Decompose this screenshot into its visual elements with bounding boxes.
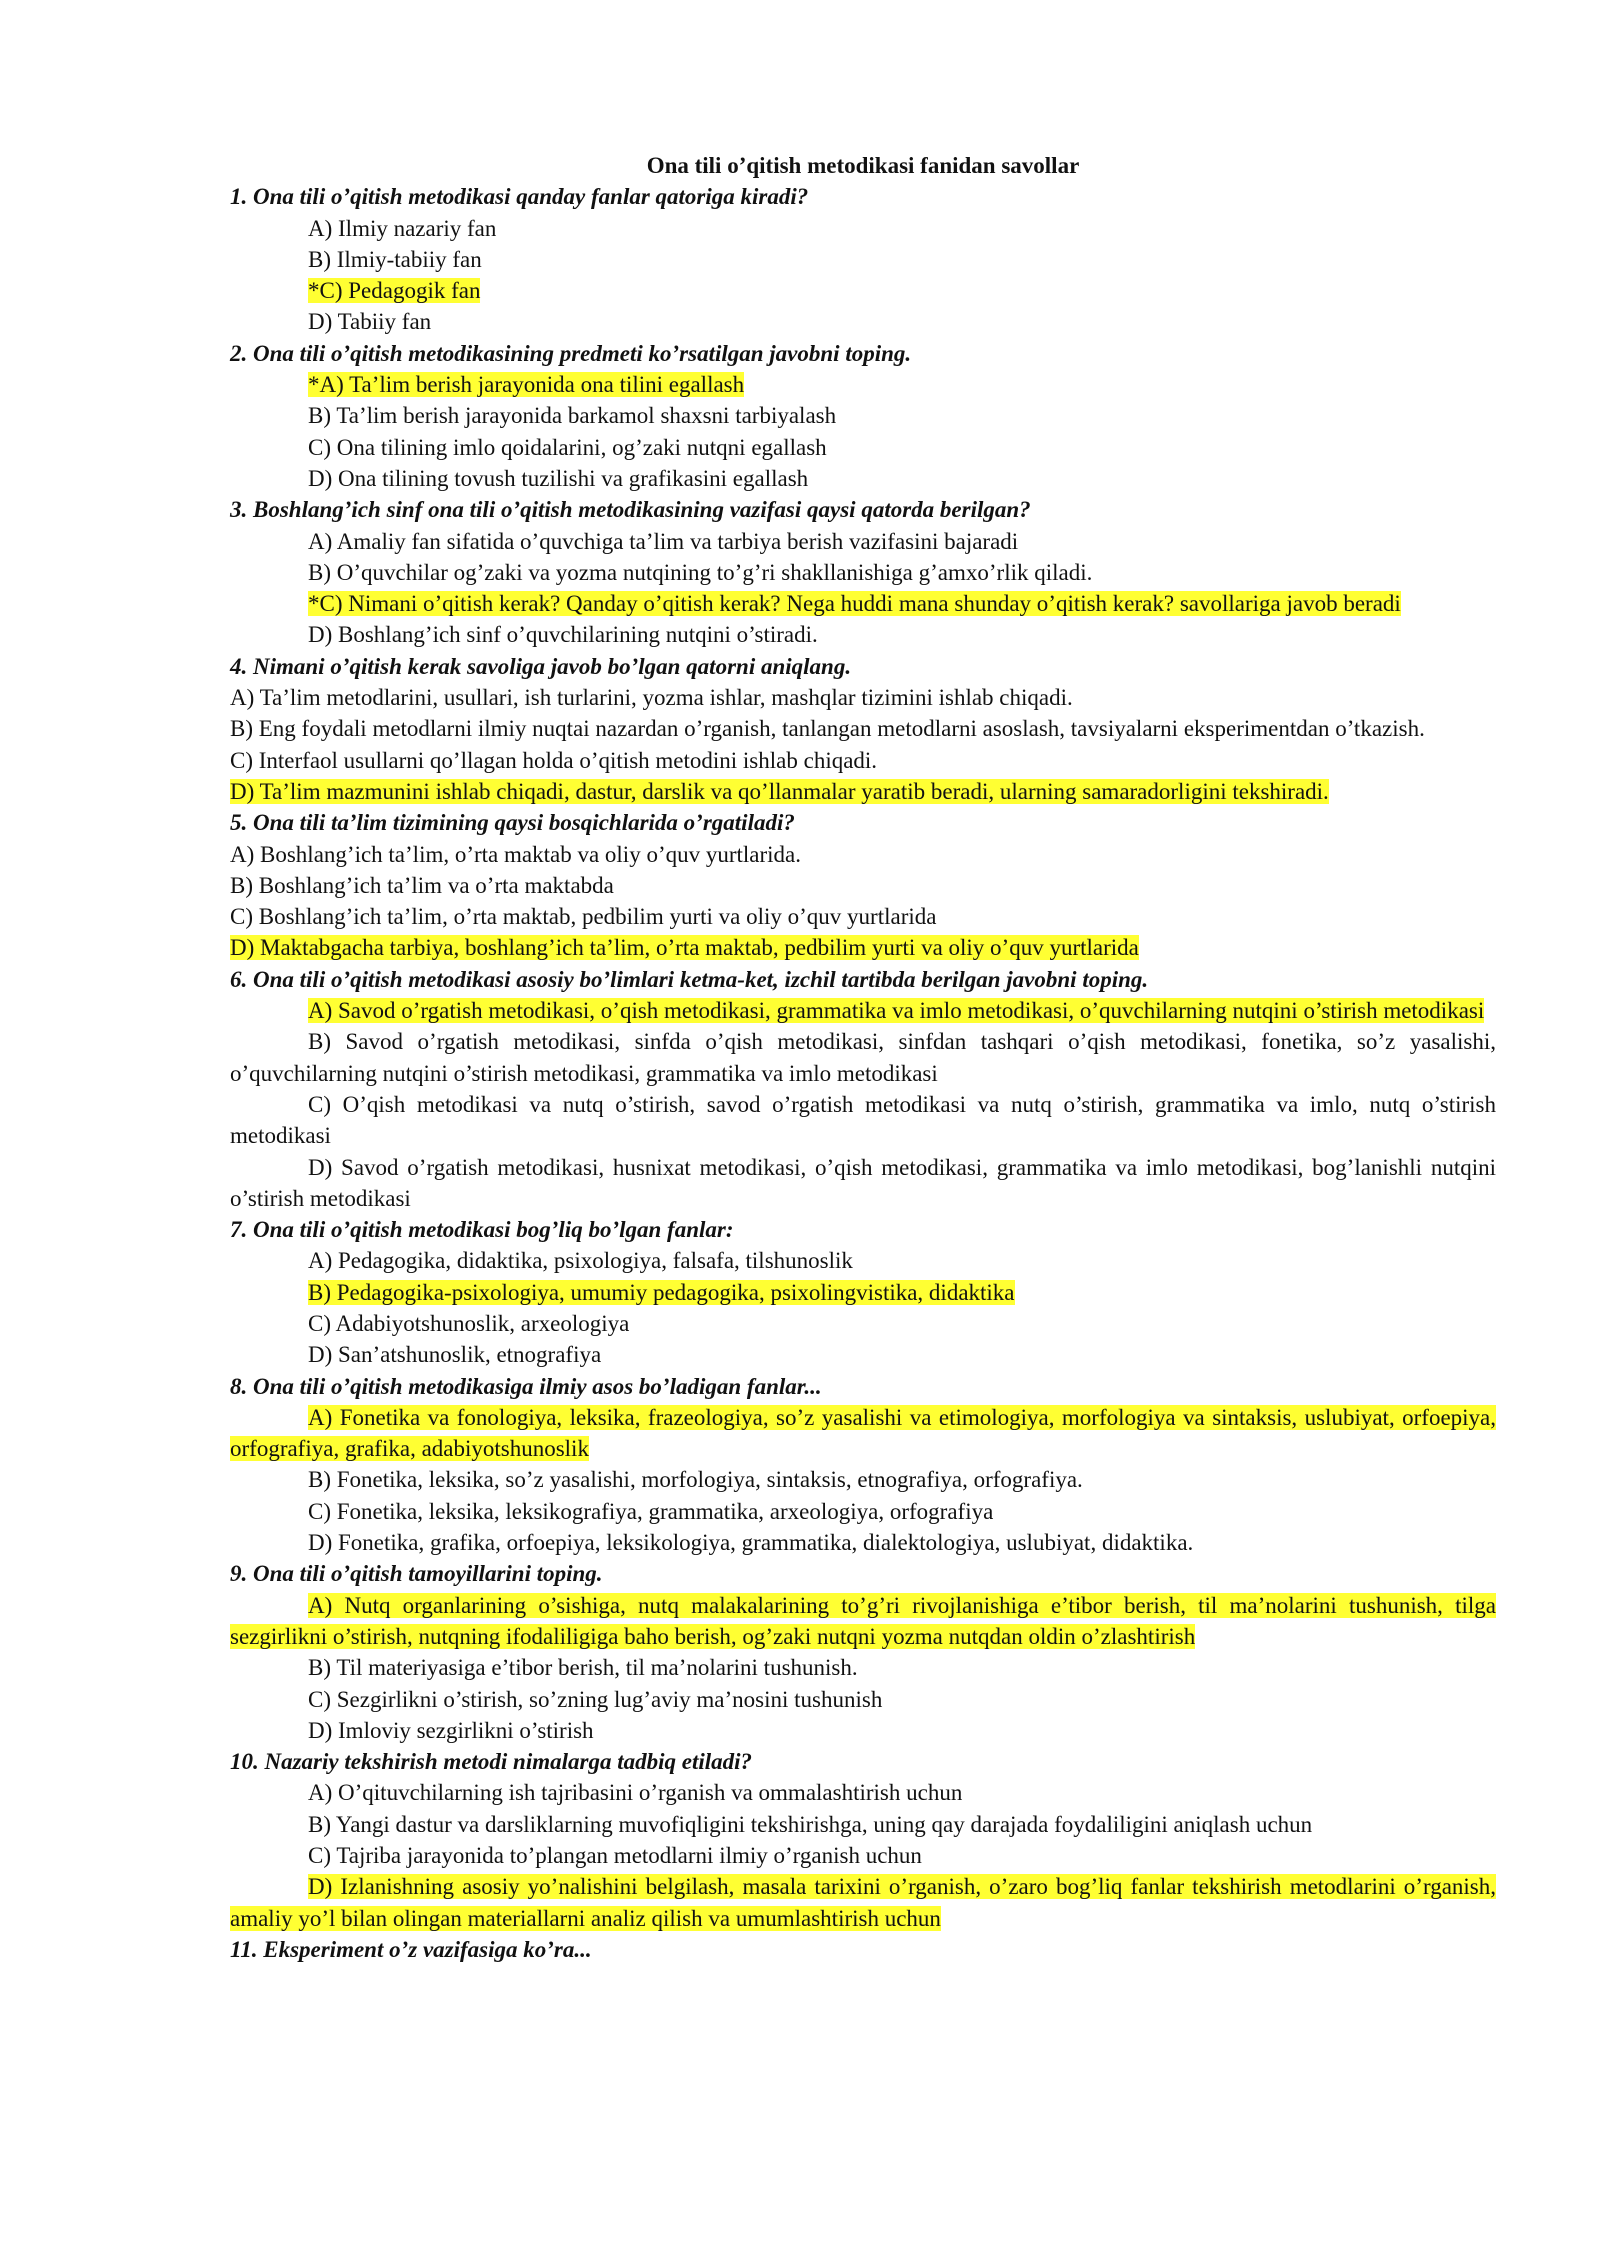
- q3-option-d: D) Boshlang’ich sinf o’quvchilarining nutqini o’stiradi.: [308, 622, 818, 648]
- q7-option-c: C) Adabiyotshunoslik, arxeologiya: [308, 1310, 630, 1336]
- question-11: 11. Eksperiment o’z vazifasiga ko’ra...: [230, 1936, 592, 1962]
- q9-option-d: D) Imloviy sezgirlikni o’stirish: [308, 1717, 594, 1743]
- q4-option-c: C) Interfaol usullarni qo’llagan holda o’qitish metodini ishlab chiqadi.: [230, 747, 878, 773]
- question-2: 2. Ona tili o’qitish metodikasining predmeti ko’rsatilgan javobni toping.: [230, 340, 912, 366]
- q5-option-d: D) Maktabgacha tarbiya, boshlang’ich ta’lim, o’rta maktab, pedbilim yurti va oliy o’quv yurtlarida: [230, 935, 1139, 961]
- question-10: 10. Nazariy tekshirish metodi nimalarga tadbiq etiladi?: [230, 1749, 753, 1775]
- q5-option-a: A) Boshlang’ich ta’lim, o’rta maktab va oliy o’quv yurtlarida.: [230, 841, 802, 867]
- q4-option-d: D) Ta’lim mazmunini ishlab chiqadi, dastur, darslik va qo’llanmalar yaratib beradi, ularning samaradorligini tekshiradi.: [230, 778, 1329, 804]
- document-page: [230, 150, 1496, 1965]
- q9-option-b: B) Til materiyasiga e’tibor berish, til ma’nolarini tushunish.: [308, 1655, 858, 1681]
- q7-option-a: A) Pedagogika, didaktika, psixologiya, falsafa, tilshunoslik: [308, 1248, 853, 1274]
- q8-option-d: D) Fonetika, grafika, orfoepiya, leksikologiya, grammatika, dialektologiya, uslubiyat, didaktika.: [308, 1530, 1194, 1556]
- page-title: Ona tili o’qitish metodikasi fanidan savollar: [646, 153, 1080, 178]
- q9-option-c: C) Sezgirlikni o’stirish, so’zning lug’aviy ma’nosini tushunish: [308, 1686, 883, 1712]
- q7-option-b: B) Pedagogika-psixologiya, umumiy pedagogika, psixolingvistika, didaktika: [308, 1279, 1015, 1305]
- q2-option-a: *A) Ta’lim berish jarayonida ona tilini egallash: [308, 372, 745, 398]
- q10-option-b: B) Yangi dastur va darsliklarning muvofiqligini tekshirishga, uning qay darajada foydaliligini aniqlash uchun: [308, 1811, 1313, 1837]
- q2-option-d: D) Ona tilining tovush tuzilishi va grafikasini egallash: [308, 465, 809, 491]
- question-4: 4. Nimani o’qitish kerak savoliga javob bo’lgan qatorni aniqlang.: [230, 653, 852, 679]
- question-1: 1. Ona tili o’qitish metodikasi qanday fanlar qatoriga kiradi?: [230, 184, 809, 210]
- q10-option-d: D) Izlanishning asosiy yo’nalishini belgilash, masala tarixini o’rganish, o’zaro bog’liq fanlar tekshirish metodlarini o’rganish, amaliy yo’l bilan olingan materiallarni analiz qilish va umumlashtirish uchun: [230, 1874, 1496, 1931]
- q3-option-a: A) Amaliy fan sifatida o’quvchiga ta’lim va tarbiya berish vazifasini bajaradi: [308, 528, 1019, 554]
- q4-option-a: A) Ta’lim metodlarini, usullari, ish turlarini, yozma ishlar, mashqlar tizimini ishlab chiqadi.: [230, 685, 1073, 711]
- question-8: 8. Ona tili o’qitish metodikasiga ilmiy asos bo’ladigan fanlar...: [230, 1373, 822, 1399]
- q6-option-c: C) O’qish metodikasi va nutq o’stirish, savod o’rgatish metodikasi va nutq o’stirish, grammatika va imlo, nutq o’stirish metodikasi: [230, 1091, 1496, 1149]
- q8-option-a: A) Fonetika va fonologiya, leksika, frazeologiya, so’z yasalishi va etimologiya, morfologiya va sintaksis, uslubiyat, orfoepiya, orfografiya, grafika, adabiyotshunoslik: [230, 1404, 1496, 1462]
- q5-option-c: C) Boshlang’ich ta’lim, o’rta maktab, pedbilim yurti va oliy o’quv yurtlarida: [230, 904, 937, 930]
- q2-option-c: C) Ona tilining imlo qoidalarini, og’zaki nutqni egallash: [308, 434, 827, 460]
- q2-option-b: B) Ta’lim berish jarayonida barkamol shaxsni tarbiyalash: [308, 403, 837, 429]
- q4-option-b: B) Eng foydali metodlarni ilmiy nuqtai nazardan o’rganish, tanlangan metodlarni asoslash, tavsiyalarni eksperimentdan o’tkazish.: [230, 716, 1425, 742]
- q9-option-a: A) Nutq organlarining o’sishiga, nutq malakalarining to’g’ri rivojlanishiga e’tibor berish, til ma’nolarini tushunish, tilga sezgirlikni o’stirish, nutqning ifodaliligiga baho berish, og’zaki nutqni yozma nutqdan oldin o’zlashtirish: [230, 1592, 1496, 1649]
- q6-option-a: A) Savod o’rgatish metodikasi, o’qish metodikasi, grammatika va imlo metodikasi, o’quvchilarning nutqini o’stirish metodikasi: [308, 998, 1485, 1024]
- q1-option-d: D) Tabiiy fan: [308, 309, 432, 335]
- q6-option-b: B) Savod o’rgatish metodikasi, sinfda o’qish metodikasi, sinfdan tashqari o’qish metodikasi, fonetika, so’z yasalishi, o’quvchilarning nutqini o’stirish metodikasi, grammatika va imlo metodikasi: [230, 1029, 1496, 1086]
- question-9: 9. Ona tili o’qitish tamoyillarini toping.: [230, 1561, 603, 1587]
- q3-option-b: B) O’quvchilar og’zaki va yozma nutqining to’g’ri shakllanishiga g’amxo’rlik qiladi.: [308, 559, 1093, 585]
- q1-option-b: B) Ilmiy-tabiiy fan: [308, 246, 482, 272]
- q8-option-c: C) Fonetika, leksika, leksikografiya, grammatika, arxeologiya, orfografiya: [308, 1498, 994, 1524]
- q7-option-d: D) San’atshunoslik, etnografiya: [308, 1342, 602, 1368]
- question-7: 7. Ona tili o’qitish metodikasi bog’liq bo’lgan fanlar:: [230, 1217, 734, 1243]
- q10-option-c: C) Tajriba jarayonida to’plangan metodlarni ilmiy o’rganish uchun: [308, 1843, 922, 1869]
- q3-option-c: *C) Nimani o’qitish kerak? Qanday o’qitish kerak? Nega huddi mana shunday o’qitish kerak? savollariga javob beradi: [308, 591, 1401, 617]
- q10-option-a: A) O’qituvchilarning ish tajribasini o’rganish va ommalashtirish uchun: [308, 1780, 963, 1806]
- question-3: 3. Boshlang’ich sinf ona tili o’qitish metodikasining vazifasi qaysi qatorda berilgan?: [230, 497, 1031, 523]
- q1-option-c: *C) Pedagogik fan: [308, 278, 481, 304]
- question-6: 6. Ona tili o’qitish metodikasi asosiy bo’limlari ketma-ket, izchil tartibda berilgan javobni toping.: [230, 966, 1149, 992]
- q5-option-b: B) Boshlang’ich ta’lim va o’rta maktabda: [230, 872, 614, 898]
- question-5: 5. Ona tili ta’lim tizimining qaysi bosqichlarida o’rgatiladi?: [230, 810, 795, 836]
- q6-option-d: D) Savod o’rgatish metodikasi, husnixat metodikasi, o’qish metodikasi, grammatika va imlo metodikasi, bog’lanishli nutqini o’stirish metodikasi: [230, 1154, 1496, 1211]
- q1-option-a: A) Ilmiy nazariy fan: [308, 215, 497, 241]
- q8-option-b: B) Fonetika, leksika, so’z yasalishi, morfologiya, sintaksis, etnografiya, orfografiya.: [308, 1467, 1083, 1493]
